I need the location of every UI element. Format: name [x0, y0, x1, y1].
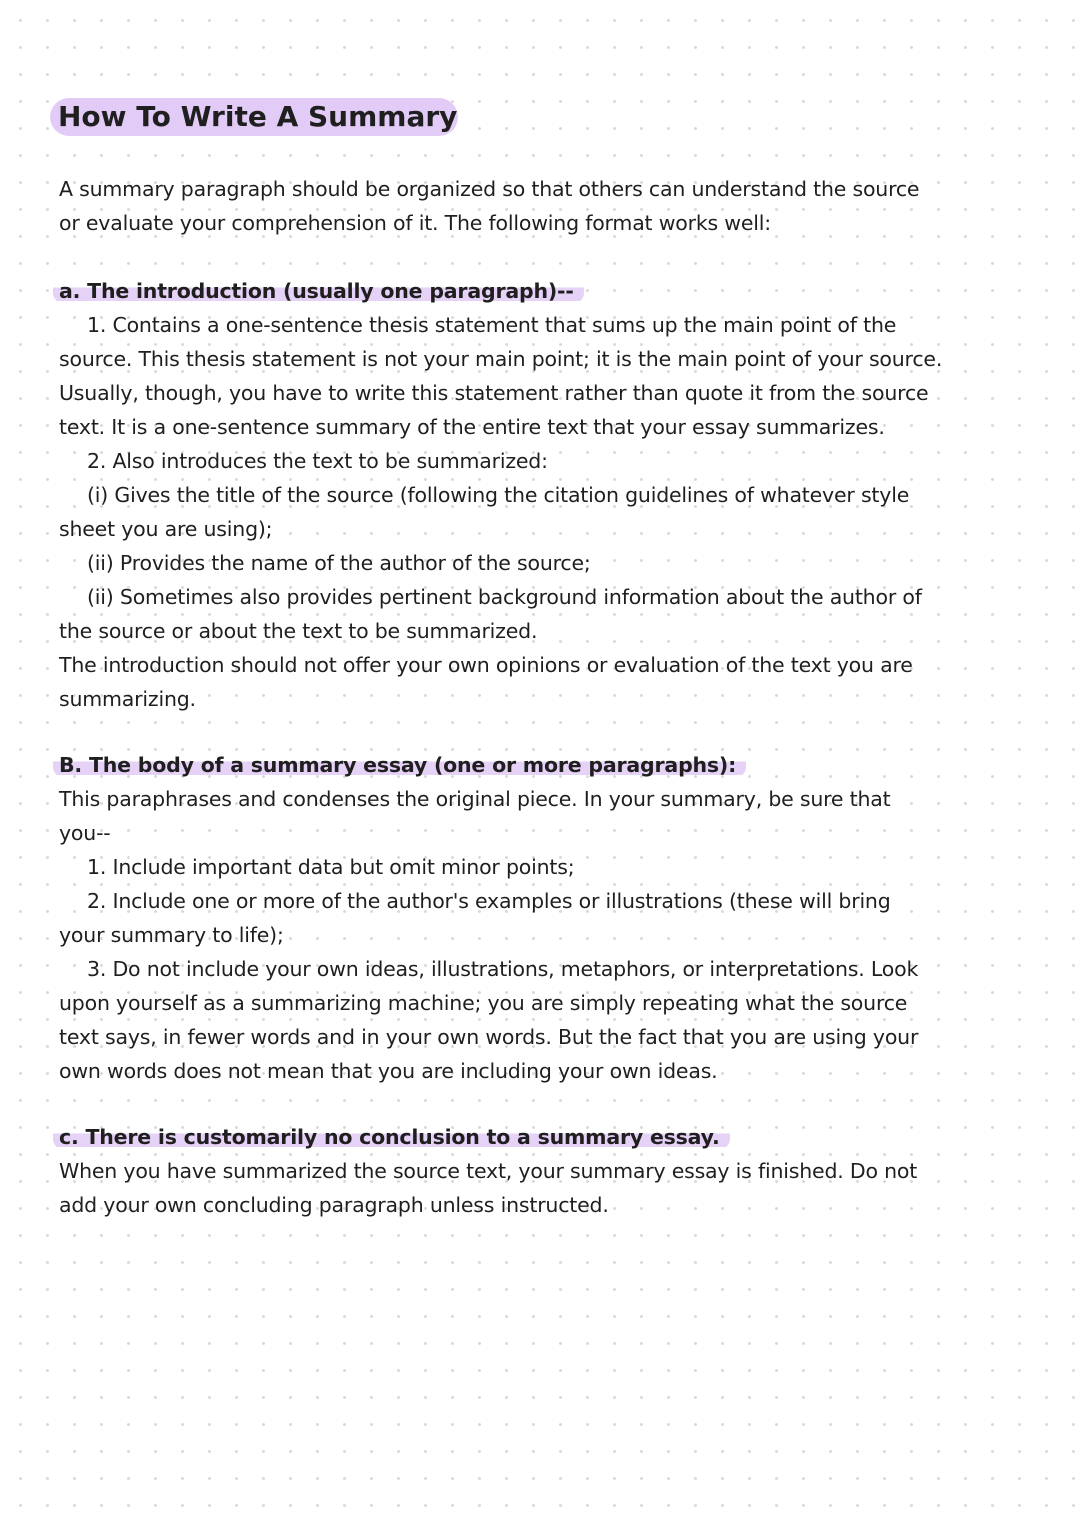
section-a-line: 2. Also introduces the text to be summarized: — [87, 449, 548, 473]
section-c-heading-text: c. There is customarily no conclusion to a summary essay. — [53, 1125, 730, 1149]
section-a-line: source. This thesis statement is not your main point; it is the main point of your source. — [59, 347, 943, 371]
title-highlight — [50, 98, 458, 136]
section-a-line: (i) Gives the title of the source (following the citation guidelines of whatever style — [87, 483, 910, 507]
section-b-line: text says, in fewer words and in your own words. But the fact that you are using your — [59, 1025, 919, 1049]
section-a-line: sheet you are using); — [59, 517, 273, 541]
section-b-heading — [59, 752, 746, 778]
section-a-line: text. It is a one-sentence summary of the entire text that your essay summarizes. — [59, 415, 885, 439]
section-b-line: you-- — [59, 821, 111, 845]
section-b-line: This paraphrases and condenses the original piece. In your summary, be sure that — [59, 787, 891, 811]
section-b-line: 2. Include one or more of the author's examples or illustrations (these will bring — [87, 889, 891, 913]
section-a-line: The introduction should not offer your own opinions or evaluation of the text you are — [59, 653, 913, 677]
section-a-line: Usually, though, you have to write this statement rather than quote it from the source — [59, 381, 929, 405]
section-a-line: 1. Contains a one-sentence thesis statement that sums up the main point of the — [87, 313, 897, 337]
section-c-heading — [59, 1124, 730, 1150]
section-b-line: 3. Do not include your own ideas, illustrations, metaphors, or interpretations. Look — [87, 957, 919, 981]
section-a-line: (ii) Sometimes also provides pertinent background information about the author of — [87, 585, 922, 609]
intro-line: A summary paragraph should be organized so that others can understand the source — [59, 177, 920, 201]
page-title: How To Write A Summary — [58, 100, 458, 133]
section-c-line: add your own concluding paragraph unless instructed. — [59, 1193, 609, 1217]
intro-line: or evaluate your comprehension of it. The following format works well: — [59, 211, 771, 235]
section-a-line: summarizing. — [59, 687, 196, 711]
section-a-heading-text: a. The introduction (usually one paragraph)-- — [53, 279, 584, 303]
section-b-line: your summary to life); — [59, 923, 284, 947]
section-a-line: the source or about the text to be summarized. — [59, 619, 538, 643]
section-b-line: upon yourself as a summarizing machine; you are simply repeating what the source — [59, 991, 908, 1015]
section-b-line: own words does not mean that you are including your own ideas. — [59, 1059, 718, 1083]
section-a-line: (ii) Provides the name of the author of the source; — [87, 551, 591, 575]
section-a-heading — [59, 278, 584, 304]
section-b-line: 1. Include important data but omit minor points; — [87, 855, 575, 879]
section-b-heading-text: B. The body of a summary essay (one or more paragraphs): — [53, 753, 746, 777]
section-c-line: When you have summarized the source text, your summary essay is finished. Do not — [59, 1159, 918, 1183]
